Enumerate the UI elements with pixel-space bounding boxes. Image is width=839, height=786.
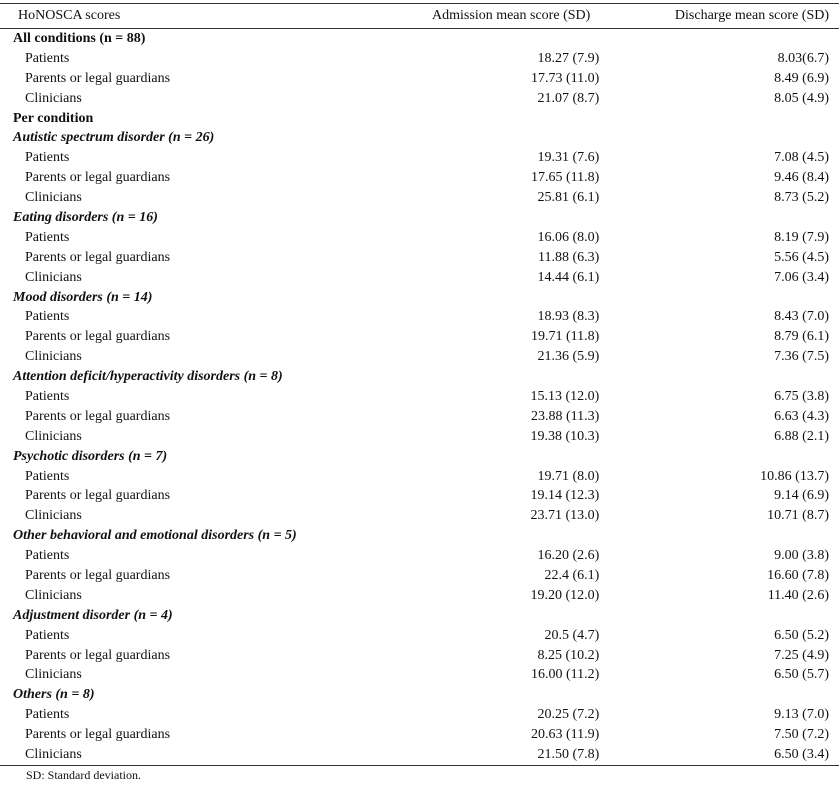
admission-value: 21.50 (7.8) [537,747,600,762]
discharge-value: 6.50 (5.7) [774,667,829,683]
admission-value: 19.38 (10.3) [530,428,600,444]
table-row [0,725,839,745]
table-row [0,69,839,89]
row-label: Parents or legal guardians [25,70,171,86]
table-header-row [0,4,839,28]
condition-heading-row [0,208,839,228]
row-label: Patients [25,468,70,484]
table-row [0,586,839,606]
row-label: Patients [25,309,70,325]
row-label: Parents or legal guardians [25,488,171,504]
admission-value: 22.4 (6.1) [544,567,600,583]
table-row [0,268,839,288]
discharge-value: 7.06 (3.4) [774,269,829,285]
discharge-value: 8.19 (7.9) [774,229,829,245]
table-row [0,745,839,765]
row-label: Eating disorders (n = 16) [13,209,158,225]
table-row [0,387,839,407]
admission-value: 25.81 (6.1) [537,190,600,206]
row-label: Patients [25,150,70,166]
row-label: Patients [25,229,70,245]
table-row [0,327,839,347]
discharge-value: 9.00 (3.8) [774,548,829,564]
table-row [0,49,839,69]
table-row [0,646,839,666]
table-row [0,467,839,487]
row-label: Patients [25,388,70,404]
header-scores: HoNOSCA scores [18,8,121,23]
discharge-value: 8.43 (7.0) [774,309,829,325]
table-row [0,666,839,686]
row-label: Mood disorders (n = 14) [13,289,153,305]
discharge-value: 16.60 (7.8) [767,567,829,583]
row-label: Attention deficit/hyperactivity disorders (n = 8) [13,369,283,385]
row-label: Clinicians [25,428,82,444]
row-label: Patients [25,627,70,643]
row-label: Parents or legal guardians [25,249,171,265]
admission-value: 19.31 (7.6) [537,150,600,166]
row-label: All conditions (n = 88) [13,30,146,46]
discharge-value: 8.03(6.7) [777,50,829,66]
discharge-value: 5.56 (4.5) [774,249,829,265]
condition-heading-row [0,526,839,546]
table-row [0,148,839,168]
discharge-value: 8.79 (6.1) [774,329,829,345]
table-row [0,506,839,526]
admission-value: 19.14 (12.3) [530,488,600,504]
admission-value: 20.5 (4.7) [544,627,600,643]
table-row [0,89,839,109]
condition-heading-row [0,128,839,148]
row-label: Clinicians [25,747,82,762]
condition-heading-row [0,288,839,308]
table-row [0,228,839,248]
discharge-value: 6.50 (3.4) [774,747,829,762]
row-label: Clinicians [25,190,82,206]
admission-value: 18.93 (8.3) [537,309,600,325]
table-row [0,347,839,367]
table-row [0,307,839,327]
admission-value: 18.27 (7.9) [537,50,600,66]
table-row [0,705,839,725]
table-row [0,188,839,208]
row-label: Psychotic disorders (n = 7) [13,448,168,464]
row-label: Clinicians [25,587,82,603]
admission-value: 20.25 (7.2) [537,707,600,723]
row-label: Parents or legal guardians [25,727,171,743]
condition-heading-row [0,447,839,467]
row-label: Other behavioral and emotional disorders (n = 5) [13,528,297,544]
admission-value: 17.73 (11.0) [530,70,600,86]
admission-value: 8.25 (10.2) [537,647,600,663]
admission-value: 23.71 (13.0) [530,508,600,524]
discharge-value: 7.36 (7.5) [774,349,829,365]
table-row [0,566,839,586]
discharge-value: 10.86 (13.7) [760,468,829,484]
table-row [0,407,839,427]
discharge-value: 7.08 (4.5) [774,150,829,166]
admission-value: 19.20 (12.0) [530,587,600,603]
table-body [0,29,839,765]
admission-value: 19.71 (8.0) [537,468,600,484]
condition-heading-row [0,606,839,626]
admission-value: 21.36 (5.9) [537,349,600,365]
row-label: Clinicians [25,349,82,365]
admission-value: 16.06 (8.0) [537,229,600,245]
section-heading-row [0,109,839,129]
admission-value: 21.07 (8.7) [537,90,600,106]
discharge-value: 10.71 (8.7) [767,508,829,524]
row-label: Autistic spectrum disorder (n = 26) [13,130,215,146]
section-heading-row [0,29,839,49]
condition-heading-row [0,685,839,705]
admission-value: 17.65 (11.8) [530,170,600,186]
admission-value: 16.20 (2.6) [537,548,600,564]
admission-value: 20.63 (11.9) [530,727,600,743]
row-label: Clinicians [25,90,82,106]
row-label: Clinicians [25,269,82,285]
discharge-value: 9.13 (7.0) [774,707,829,723]
header-discharge: Discharge mean score (SD) [674,8,829,23]
row-label: Parents or legal guardians [25,408,171,424]
row-label: Patients [25,50,70,66]
discharge-value: 7.25 (4.9) [774,647,829,663]
discharge-value: 8.05 (4.9) [774,90,829,106]
admission-value: 16.00 (11.2) [530,667,600,683]
table-row [0,546,839,566]
admission-value: 15.13 (12.0) [530,388,600,404]
discharge-value: 8.73 (5.2) [774,190,829,206]
condition-heading-row [0,367,839,387]
row-label: Patients [25,707,70,723]
discharge-value: 7.50 (7.2) [774,727,829,743]
row-label: Per condition [13,110,94,126]
discharge-value: 6.88 (2.1) [774,428,829,444]
table-row [0,486,839,506]
discharge-value: 6.75 (3.8) [774,388,829,404]
table-row [0,248,839,268]
admission-value: 23.88 (11.3) [530,408,600,424]
admission-value: 19.71 (11.8) [530,329,600,345]
discharge-value: 6.63 (4.3) [774,408,829,424]
honosca-table [0,3,839,783]
table-footnote: SD: Standard deviation. [26,767,141,782]
discharge-value: 11.40 (2.6) [767,587,829,603]
table-row [0,168,839,188]
row-label: Clinicians [25,667,82,683]
row-label: Parents or legal guardians [25,647,171,663]
discharge-value: 6.50 (5.2) [774,627,829,643]
discharge-value: 9.14 (6.9) [774,488,829,504]
table-row [0,626,839,646]
row-label: Parents or legal guardians [25,329,171,345]
discharge-value: 9.46 (8.4) [774,170,829,186]
admission-value: 14.44 (6.1) [537,269,600,285]
row-label: Adjustment disorder (n = 4) [13,607,173,623]
header-admission: Admission mean score (SD) [432,8,591,23]
row-label: Patients [25,548,70,564]
admission-value: 11.88 (6.3) [537,249,600,265]
row-label: Parents or legal guardians [25,170,171,186]
row-label: Clinicians [25,508,82,524]
discharge-value: 8.49 (6.9) [774,70,829,86]
table-row [0,427,839,447]
row-label: Parents or legal guardians [25,567,171,583]
row-label: Others (n = 8) [13,687,95,703]
